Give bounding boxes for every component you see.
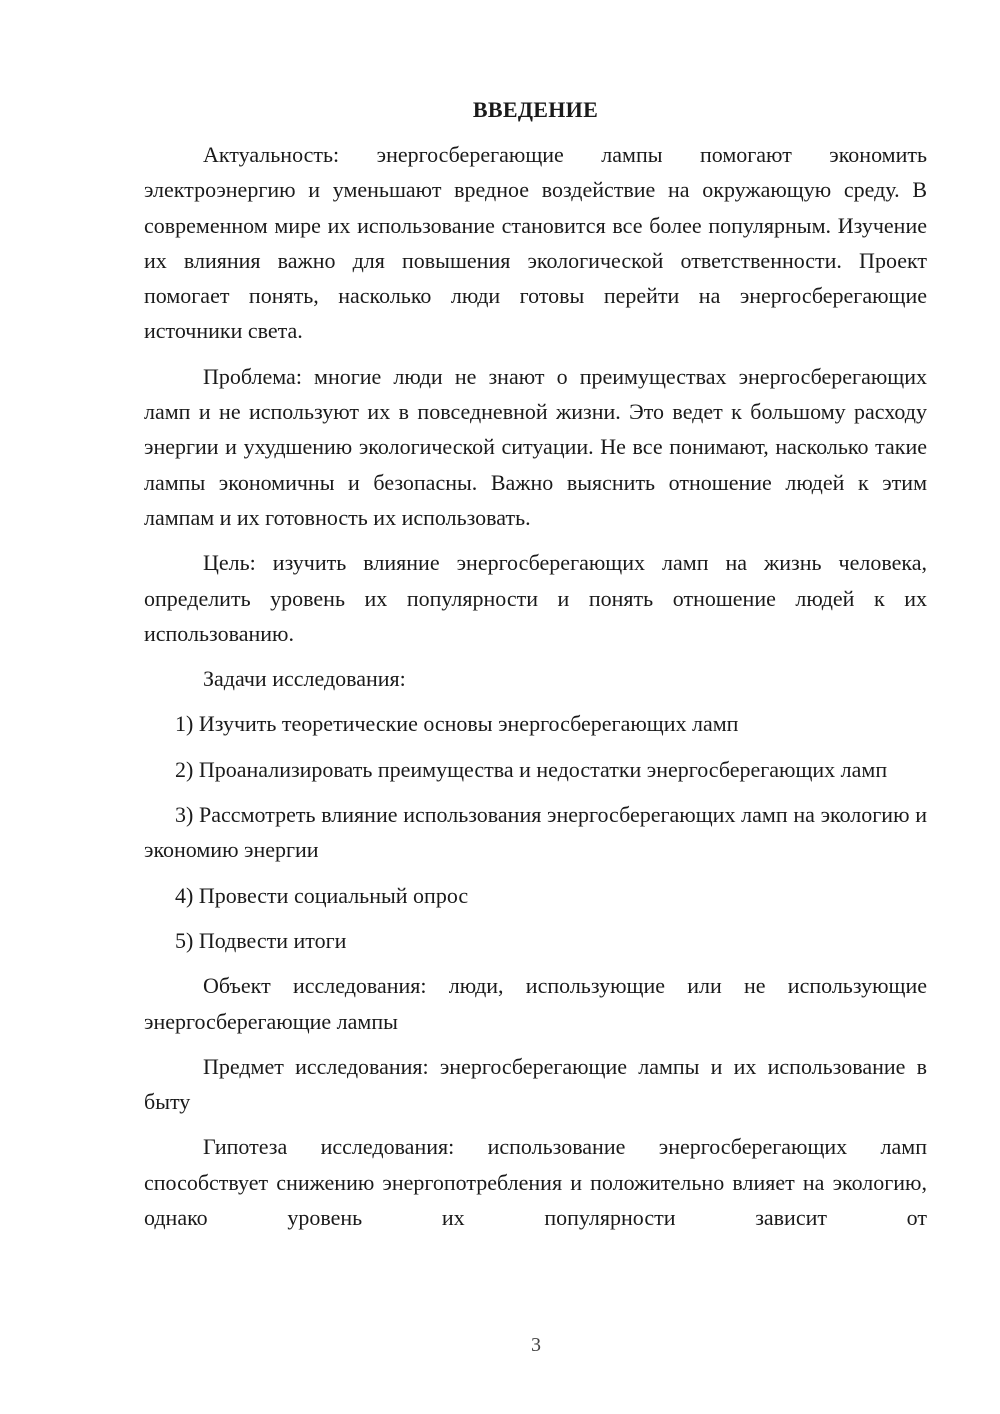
task-item: 5) Подвести итоги [175, 927, 347, 953]
page-number [0, 1334, 1000, 1357]
paragraph-problem: Проблема: многие люди не знают о преимуществах энергосберегающих ламп и не используют их в повседневной жизни. Это ведет к большому расходу энергии и ухудшению экологической ситуации. Не все понимают, насколько такие лампы экономичны и безопасны. Важно выяснить отношение людей к этим лампам и их готовность их использовать. [144, 363, 927, 530]
paragraph-relevance: Актуальность: энергосберегающие лампы помогают экономить электроэнергию и уменьшают вредное воздействие на окружающую среду. В современном мире их использование становится все более популярным. Изучение их влияния важно для повышения экологической ответственности. Проект помогает понять, насколько люди готовы перейти на энергосберегающие источники света. [144, 142, 927, 344]
page-content [144, 92, 927, 1245]
task-item: 2) Проанализировать преимущества и недостатки энергосберегающих ламп [175, 756, 888, 782]
tasks-heading: Задачи исследования: [203, 666, 406, 692]
paragraph-object: Объект исследования: люди, использующие или не использующие энергосберегающие лампы [144, 973, 927, 1034]
task-item: 3) Рассмотреть влияние использования энергосберегающих ламп на экологию и экономию энергии [144, 802, 927, 863]
task-item: 4) Провести социальный опрос [175, 882, 469, 908]
paragraph-hypothesis: Гипотеза исследования: использование энергосберегающих ламп способствует снижению энергопотребления и положительно влияет на экологию, однако уровень их популярности зависит от [144, 1134, 927, 1231]
paragraph-subject: Предмет исследования: энергосберегающие лампы и их использование в быту [144, 1053, 927, 1115]
task-item: 1) Изучить теоретические основы энергосберегающих ламп [175, 711, 739, 737]
section-title: ВВЕДЕНИЕ [472, 97, 599, 122]
paragraph-goal: Цель: изучить влияние энергосберегающих ламп на жизнь человека, определить уровень их популярности и понять отношение людей к их использованию. [144, 550, 927, 646]
page-number-value: 3 [531, 1334, 541, 1356]
